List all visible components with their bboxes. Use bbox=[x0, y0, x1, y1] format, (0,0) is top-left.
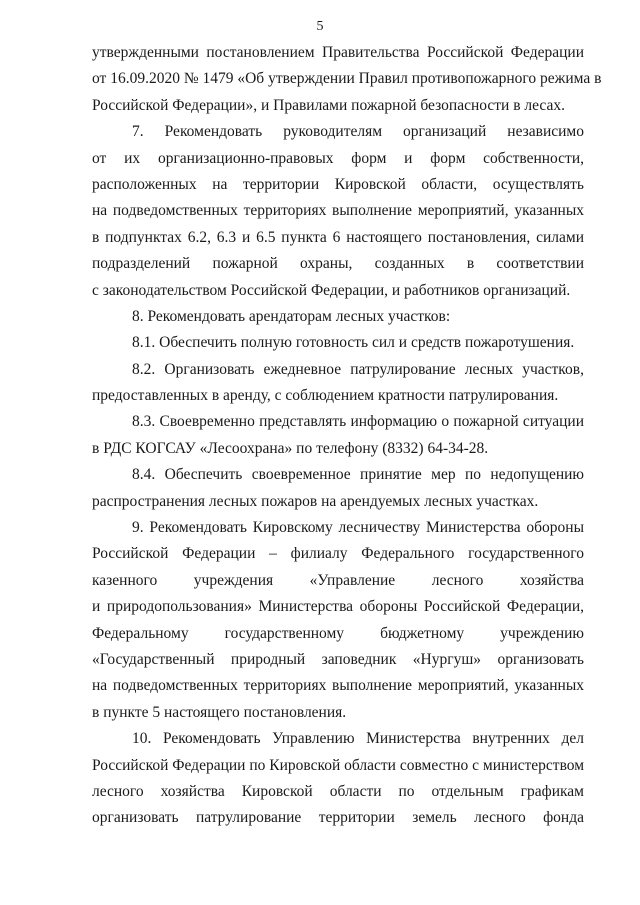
page-number: 5 bbox=[316, 19, 324, 34]
text-line: на подведомственных территориях выполнение мероприятий, указанных bbox=[92, 677, 584, 695]
text-line: расположенных на территории Кировской области, осуществлять bbox=[92, 175, 584, 193]
text-line: от их организационно-правовых форм и форм собственности, bbox=[92, 149, 584, 167]
text-line: 8.2. Организовать ежедневное патрулирование лесных участков, bbox=[132, 360, 584, 378]
text-line: подразделений пожарной охраны, созданных в соответствии bbox=[92, 255, 584, 273]
text-line: 10. Рекомендовать Управлению Министерства внутренних дел bbox=[132, 730, 584, 748]
text-line: в подпунктах 6.2, 6.3 и 6.5 пункта 6 настоящего постановления, силами bbox=[92, 228, 584, 246]
text-line: 8. Рекомендовать арендаторам лесных участков: bbox=[132, 307, 451, 325]
text-line: организовать патрулирование территории земель лесного фонда bbox=[92, 809, 584, 827]
text-line: 7. Рекомендовать руководителям организаций независимо bbox=[132, 123, 584, 141]
text-line: 8.3. Своевременно представлять информацию о пожарной ситуации bbox=[132, 413, 584, 431]
text-line: от 16.09.2020 № 1479 «Об утверждении Правил противопожарного режима в bbox=[92, 70, 602, 88]
text-line: в пункте 5 настоящего постановления. bbox=[92, 703, 347, 721]
text-line: в РДС КОГСАУ «Лесоохрана» по телефону (8332) 64-34-28. bbox=[92, 439, 489, 457]
text-line: лесного хозяйства Кировской области по отдельным графикам bbox=[92, 782, 584, 800]
text-line: Российской Федерации», и Правилами пожарной безопасности в лесах. bbox=[92, 96, 565, 114]
text-line: 8.1. Обеспечить полную готовность сил и средств пожаротушения. bbox=[132, 334, 575, 352]
text-line: с законодательством Российской Федерации, и работников организаций. bbox=[92, 281, 571, 299]
text-line: Российской Федерации по Кировской области совместно с министерством bbox=[92, 756, 585, 774]
text-line: распространения лесных пожаров на арендуемых лесных участках. bbox=[92, 492, 539, 510]
text-line: «Государственный природный заповедник «Нургуш» организовать bbox=[92, 650, 584, 668]
text-line: 8.4. Обеспечить своевременное принятие мер по недопущению bbox=[132, 466, 584, 484]
text-line: и природопользования» Министерства обороны Российской Федерации, bbox=[92, 598, 584, 616]
text-line: казенного учреждения «Управление лесного хозяйства bbox=[92, 571, 584, 589]
document-body bbox=[92, 40, 602, 832]
text-line: Российской Федерации – филиалу Федерального государственного bbox=[92, 545, 584, 563]
text-line: Федеральному государственному бюджетному учреждению bbox=[92, 624, 584, 642]
text-line: предоставленных в аренду, с соблюдением кратности патрулирования. bbox=[92, 387, 559, 405]
text-line: 9. Рекомендовать Кировскому лесничеству Министерства обороны bbox=[132, 519, 584, 537]
text-line: утвержденными постановлением Правительства Российской Федерации bbox=[92, 44, 584, 61]
text-line: на подведомственных территориях выполнение мероприятий, указанных bbox=[92, 202, 584, 220]
